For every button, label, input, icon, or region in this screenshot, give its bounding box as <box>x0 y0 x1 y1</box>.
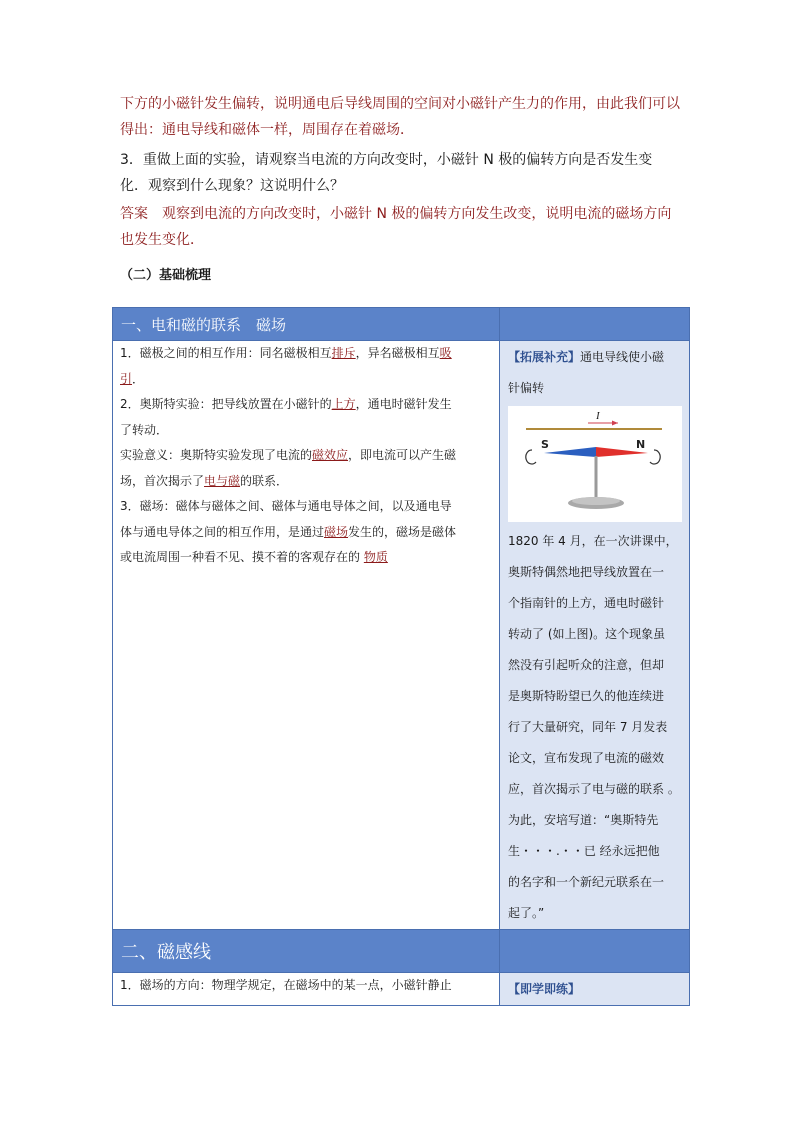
table-header-2: 二、磁感线 <box>113 930 500 973</box>
extension-cell <box>500 341 690 930</box>
intro-text <box>120 91 685 143</box>
item-1-text-b: ，异名磁极相互 <box>355 346 440 360</box>
item-2-text: 2．奥斯特实验：把导线放置在小磁针的 <box>120 397 332 411</box>
blank-magnetic-field: 磁场 <box>324 524 349 539</box>
north-pole-label: N <box>636 438 646 451</box>
needle-blue-half <box>544 447 596 457</box>
practice-cell <box>500 973 690 1006</box>
question-3-line-2: 化．观察到什么现象？这说明什么？ <box>120 178 344 194</box>
table-header-2-side <box>500 930 690 973</box>
story-line: 生・・・.・・已 经永远把他 <box>508 844 660 858</box>
story-line: 起了。” <box>508 906 545 920</box>
meaning-text-d: 的联系． <box>240 473 289 488</box>
item-1-text: 1．磁极之间的相互作用：同名磁极相互 <box>120 346 332 360</box>
blank-magnetic-effect: 磁效应 <box>312 448 349 462</box>
blank-attract-cont: 引 <box>120 371 133 386</box>
intro-line-2: 得出：通电导线和磁体一样，周围存在着磁场． <box>120 122 414 138</box>
oersted-figure <box>508 406 682 522</box>
blank-attract: 吸 <box>439 346 452 360</box>
rotation-arrow-right-icon <box>650 450 660 464</box>
content-row-2 <box>113 973 690 1006</box>
story-line: 1820 年 4 月，在一次讲课中， <box>508 534 678 548</box>
field-direction-cell: 1．磁场的方向：物理学规定，在磁场中的某一点，小磁针静止 <box>113 973 500 1006</box>
header-row-1 <box>113 308 690 341</box>
oersted-diagram <box>508 406 683 522</box>
current-arrowhead-icon <box>612 421 618 426</box>
story-line: 应，首次揭示了电与磁的联系 。 <box>508 782 680 796</box>
meaning-text-c: 场，首次揭示了 <box>120 473 205 488</box>
extension-title <box>508 341 682 404</box>
story-line: 的名字和一个新纪元联系在一 <box>508 875 665 889</box>
extension-title-b: 针偏转 <box>508 381 545 395</box>
item-3-text: 3．磁场：磁体与磁体之间、磁体与通电导体之间，以及通电导 <box>120 499 452 513</box>
rotation-arrow-left-icon <box>526 450 536 464</box>
story-line: 转动了 (如上图)。这个现象虽 <box>508 627 666 641</box>
story-line: 论文，宣布发现了电流的磁效 <box>508 751 665 765</box>
question-3-line-1: 3．重做上面的实验，请观察当电流的方向改变时，小磁针 N 极的偏转方向是否发生变 <box>120 152 653 168</box>
item-3 <box>120 494 491 571</box>
table-header-1-side <box>500 308 690 341</box>
story-line: 然没有引起听众的注意，但却 <box>508 658 665 672</box>
blank-above: 上方 <box>331 397 356 411</box>
item-1-end: ． <box>132 371 145 386</box>
extension-title-a: 通电导线使小磁 <box>580 350 665 364</box>
needle-stand <box>595 456 598 502</box>
basic-content-cell <box>113 341 500 930</box>
blank-repel: 排斥 <box>331 346 356 360</box>
practice-tag: 【即学即练】 <box>508 982 581 996</box>
item-3-text-b: 体与通电导体之间的相互作用，是通过 <box>120 524 325 539</box>
oersted-story <box>508 526 682 929</box>
summary-table <box>112 307 690 1006</box>
answer-text <box>120 201 685 253</box>
blank-electricity-magnetism: 电与磁 <box>204 473 241 488</box>
story-line: 行了大量研究，同年 7 月发表 <box>508 720 668 734</box>
intro-line-1: 下方的小磁针发生偏转，说明通电后导线周围的空间对小磁针产生力的作用，由此我们可以 <box>120 96 680 112</box>
header-row-2 <box>113 930 690 973</box>
answer-line-2: 也发生变化． <box>120 232 204 248</box>
extension-tag: 【拓展补充】 <box>508 350 581 364</box>
item-2 <box>120 392 491 443</box>
story-line: 个指南针的上方，通电时磁针 <box>508 596 665 610</box>
blank-matter: 物质 <box>363 550 388 564</box>
meaning-text-b: ，即电流可以产生磁 <box>348 448 457 462</box>
item-3-text-c: 发生的，磁场是磁体 <box>348 524 457 539</box>
meaning-text: 实验意义：奥斯特实验发现了电流的 <box>120 448 313 462</box>
item-1 <box>120 341 491 392</box>
table-header-1: 一、电和磁的联系 磁场 <box>113 308 500 341</box>
item-2-text-c: 了转动． <box>120 422 169 437</box>
item-3-text-d: 或电流周围一种看不见、摸不着的客观存在的 <box>120 550 361 564</box>
story-line: 为此，安培写道：“奥斯特先 <box>508 813 659 827</box>
section-title: （二）基础梳理 <box>120 268 212 283</box>
content-row-1 <box>113 341 690 930</box>
stand-base-top <box>572 497 620 505</box>
story-line: 是奥斯特盼望已久的他连续进 <box>508 689 665 703</box>
question-3 <box>120 147 685 199</box>
story-line: 奥斯特偶然地把导线放置在一 <box>508 565 665 579</box>
item-2-text-b: ，通电时磁针发生 <box>355 397 452 411</box>
current-label: I <box>596 410 600 422</box>
experiment-meaning <box>120 443 491 494</box>
answer-line-1: 答案 观察到电流的方向改变时，小磁针 N 极的偏转方向发生改变，说明电流的磁场方向 <box>120 206 672 222</box>
south-pole-label: S <box>541 438 549 451</box>
